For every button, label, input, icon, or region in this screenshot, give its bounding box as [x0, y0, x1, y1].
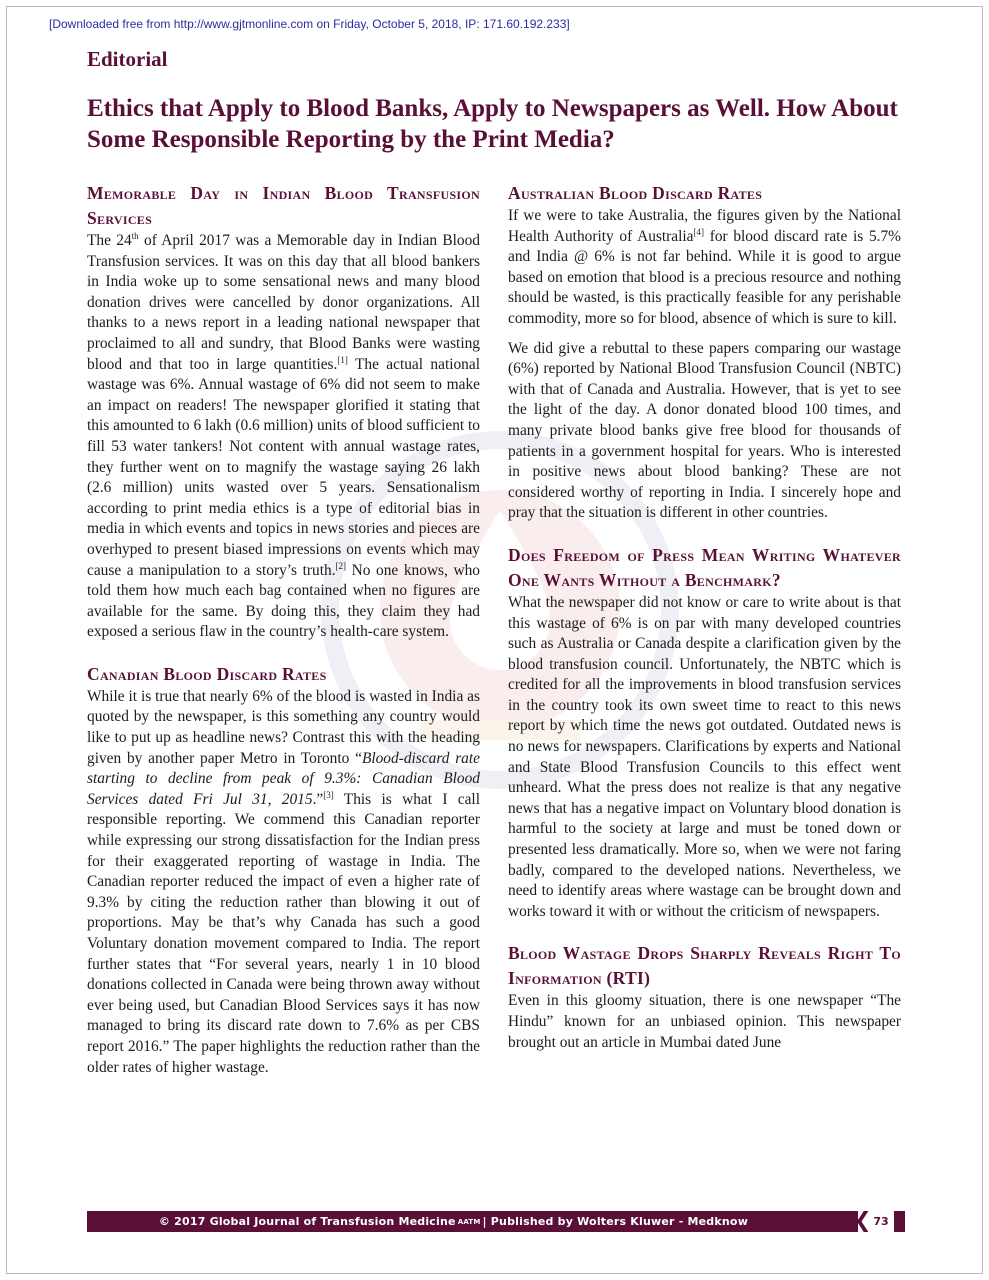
citation-3[interactable]: [3] — [323, 789, 334, 800]
paragraph-australian-rates: If we were to take Australia, the figures given by the National Health Authority of Australia[4] for blood discard rate is 5.7% and India @ 6% is not far behind. While it is good to argue based on emotion that blood is a precious resource and nothing should be wasted, is this practically feasible for any perishable commodity, more so for blood, absence of which is sure to kill. — [508, 207, 902, 327]
chevron-left-icon: ❮ — [854, 1208, 872, 1232]
quoted-headline: Blood-discard rate starting to decline from peak of 9.3%: Canadian Blood Services dated Fri Jul 31, 2015 — [87, 749, 480, 808]
left-column — [87, 181, 480, 1078]
footer-aatm: AATM — [457, 1217, 481, 1226]
heading-memorable-day: Memorable Day in Indian Blood Transfusion Services — [87, 183, 480, 228]
citation-1[interactable]: [1] — [337, 354, 348, 365]
section-label: Editorial — [87, 47, 168, 71]
paragraph-canadian-rates: While it is true that nearly 6% of the blood is wasted in India as quoted by the newspaper, is this something any country would like to put up as headline news? Contrast this with the heading given by another paper Metro in Toronto “Blood-discard rate starting to decline from peak of 9.3%: Canadian Blood Services dated Fri Jul 31, 2015.”[3] This is what I call responsible reporting. We commend this Canadian reporter while expressing our strong dissatisfaction for the Indian press for their exaggerated reporting of wastage in India. The Canadian reporter reduced the impact of even a higher rate of 9.3% by citing the reduction rather than blowing it out of proportions. May be that’s why Canada has such a good Voluntary donation movement compared to India. The report further states that “For several years, nearly 1 in 10 blood donations collected in Canada were being thrown away without ever being used, but Canadian Blood Services says it has now managed to bring its discard rate down to 7.6% as per CBS report 2016.” The paper highlights the reduction rather than the older rates of higher wastage. — [87, 687, 480, 1076]
citation-2[interactable]: [2] — [335, 560, 347, 571]
heading-freedom-of-press: Does Freedom of Press Mean Writing Whatever One Wants Without a Benchmark? — [508, 544, 901, 590]
paragraph-freedom-of-press: What the newspaper did not know or care to write about is that this wastage of 6% is on par with many developed countries such as Australia or Canada despite a clarification given by the blood transfusion council. Unfortunately, the NBTC which is credited for all the improvements in blood transfusion services in the country took its own sweet time to react to this news report by which time the news got outdated. Outdated news is no news for newspapers. Clarifications by experts and National and State Blood Transfusion Councils to this effect went unheard. What the press does not realize is that any negative news that has a negative impact on Voluntary blood donation is harmful to the society at large and must be toned down or presented less dramatically. More so, when we were not faring badly, compared to the developed nations. Nevertheless, we need to identify areas where wastage can be brought down and works toward it with or without the criticism of newspapers. — [508, 593, 901, 920]
citation-4[interactable]: [4] — [693, 226, 704, 237]
paragraph-rebuttal: We did give a rebuttal to these papers comparing our wastage (6%) reported by National Blood Transfusion Council (NBTC) with that of Canada and Australia. However, that is yet to see the light of the day. A donor donated blood 100 times, and many private blood banks give free blood for thousands of patients in a government hospital for years. Who is interested in positive news about blood banking? These are not considered worthy of reporting in India. I sincerely hope and pray that the situation is different in other countries. — [508, 339, 901, 522]
heading-canadian-rates: Canadian Blood Discard Rates — [87, 663, 327, 684]
footer-copyright: © 2017 Global Journal of Transfusion Medicine — [158, 1215, 456, 1228]
heading-rti: Blood Wastage Drops Sharply Reveals Right To Information (RTI) — [508, 943, 901, 989]
download-note: [Downloaded free from http://www.gjtmonline.com on Friday, October 5, 2018, IP: 171.60.192.233] — [49, 17, 570, 31]
paragraph-memorable-day: The 24th of April 2017 was a Memorable day in Indian Blood Transfusion services. It was on this day that all blood bankers in India woke up to some sensational news and many blood donation drives were cancelled by donor organizations. All thanks to a news report in a leading national newspaper that proclaimed to all and sundry, that Blood Banks were wasting blood and that too in large quantities.[1] The actual national wastage was 6%. Annual wastage of 6% did not seem to make an impact on readers! The newspaper glorified it stating that this amounted to 6 lakh (0.6 million) units of blood sufficient to fill 53 water tankers! Not content with annual wastage rates, they further went on to magnify the wastage saying 26 lakh (2.6 million) units wasted over 5 years. Sensationalism according to print media ethics is a type of editorial bias in media in which events and topics in news stories and pieces are overhyped to present biased impressions on events which may cause a manipulation to a story’s truth.[2] No one knows, who told them how much each bag contained when no figures are available for the same. By doing this, they claim they had exposed a serious flaw in the country’s health-care system. — [87, 230, 481, 641]
footer-bar — [87, 1208, 905, 1232]
paragraph-rti: Even in this gloomy situation, there is one newspaper “The Hindu” known for an unbiased opinion. This newspaper brought out an article in Mumbai dated June — [508, 992, 901, 1051]
page-number: 73 — [873, 1215, 889, 1228]
footer-publisher: | Published by Wolters Kluwer - Medknow — [482, 1215, 749, 1228]
page-number-badge — [854, 1208, 894, 1234]
right-column — [508, 181, 901, 1053]
heading-australian-rates: Australian Blood Discard Rates — [508, 183, 763, 203]
article-title: Ethics that Apply to Blood Banks, Apply to Newspapers as Well. How About Some Responsible Reporting by the Print Media? — [87, 95, 898, 153]
